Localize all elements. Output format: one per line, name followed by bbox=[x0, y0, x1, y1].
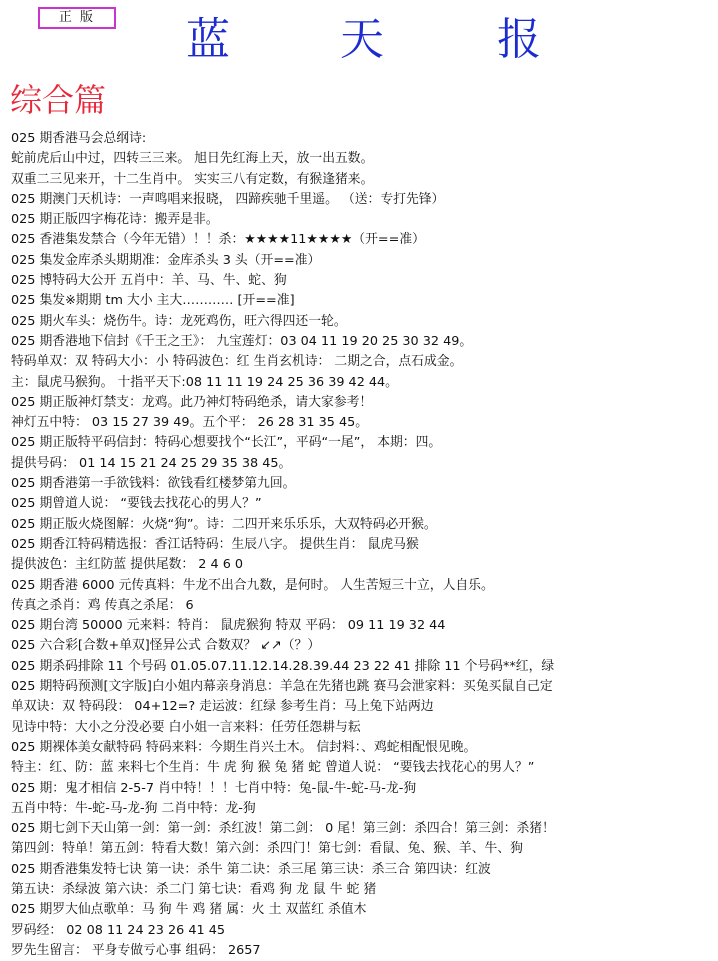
text-line: 025 期：鬼才相信 2-5-7 肖中特！！！七肖中特：兔-鼠-牛-蛇-马-龙-狗 bbox=[11, 780, 417, 796]
edition-badge: 正 版 bbox=[38, 7, 116, 29]
text-line: 提供号码： 01 14 15 21 24 25 29 35 38 45。 bbox=[11, 455, 292, 471]
text-line: 025 期正版四字梅花诗：搬弄是非。 bbox=[11, 212, 219, 228]
text-line: 罗码经： 02 08 11 24 23 26 41 45 bbox=[11, 922, 225, 938]
text-line: 025 期香江特码精选报：香江话特码：生辰八字。 提供生肖： 鼠虎马猴 bbox=[11, 536, 419, 552]
text-line: 025 香港集发禁合（今年无错）！！杀：★★★★11★★★★（开==准） bbox=[11, 232, 425, 248]
text-line: 025 期香港地下信封《千王之王》： 九宝莲灯：03 04 11 19 20 25 30 32 49。 bbox=[11, 333, 473, 349]
article-body bbox=[11, 129, 716, 961]
text-line: 神灯五中特： 03 15 27 39 49。五个平： 26 28 31 35 45。 bbox=[11, 415, 369, 431]
masthead-title bbox=[0, 14, 718, 72]
text-line: 025 期香港第一手欲钱料：欲钱看红楼梦第九回。 bbox=[11, 476, 296, 492]
text-line: 025 期正版火烧图解：火烧“狗”。诗：二四开来乐乐乐，大双特码必开猴。 bbox=[11, 516, 437, 532]
text-line: 025 六合彩[合数+单双]怪异公式 合数双？ ↙↗（？） bbox=[11, 638, 321, 654]
text-line: 主：鼠虎马猴狗。 十指平天下:08 11 11 19 24 25 36 39 42 44。 bbox=[11, 374, 398, 390]
text-line: 见诗中特：大小之分没必要 白小姐一言来料：任劳任怨耕与耘 bbox=[11, 719, 361, 735]
text-line: 025 期澳门天机诗：一声鸣唱来报晓， 四蹄疾驰千里遥。 （送：专打先锋） bbox=[11, 191, 445, 207]
masthead-char: 报 bbox=[497, 14, 541, 65]
text-line: 025 博特码大公开 五肖中：羊、马、牛、蛇、狗 bbox=[11, 273, 287, 289]
text-line: 双重二三见来开，十二生肖中。 实实三八有定数，有猴逢猪来。 bbox=[11, 171, 374, 187]
text-line: 025 集发※期期 tm 大小 主大………… [开==准] bbox=[11, 293, 295, 309]
text-line: 025 期火车头：烧伤牛。诗：龙死鸡伤，旺六得四还一轮。 bbox=[11, 313, 347, 329]
text-line: 蛇前虎后山中过，四转三三来。 旭日先红海上天，放一出五数。 bbox=[11, 151, 374, 167]
text-line: 025 期香港马会总纲诗: bbox=[11, 131, 147, 146]
text-line: 025 期杀码排除 11 个号码 01.05.07.11.12.14.28.39.44 23 22 41 排除 11 个号码**红，绿 bbox=[11, 658, 555, 674]
section-title: 综合篇 bbox=[10, 81, 107, 119]
text-line: 025 期曾道人说： “要钱去找花心的男人？” bbox=[11, 496, 262, 512]
text-line: 025 期七剑下天山第一剑：第一剑：杀红波！第二剑： 0 尾！第三剑：杀四合！第三剑：杀猪！ bbox=[11, 821, 555, 837]
text-line: 025 期裸体美女献特码 特码来料：今期生肖兴土木。 信封料：、鸡蛇相配恨见晚。 bbox=[11, 739, 477, 755]
text-line: 罗先生留言： 平身专做亏心事 组码： 2657 bbox=[11, 942, 261, 958]
text-line: 传真之杀肖：鸡 传真之杀尾： 6 bbox=[11, 597, 194, 613]
text-line: 025 期正版神灯禁支：龙鸡。此乃神灯特码绝杀，请大家参考！ bbox=[11, 394, 373, 410]
text-line: 025 期台湾 50000 元来料：特肖： 鼠虎猴狗 特双 平码： 09 11 19 32 44 bbox=[11, 618, 446, 634]
text-line: 单双诀：双 特码段： 04+12=? 走运波：红绿 参考生肖：马上兔下站两边 bbox=[11, 699, 434, 715]
text-line: 特码单双：双 特码大小：小 特码波色：红 生肖玄机诗： 二期之合，点石成金。 bbox=[11, 354, 463, 370]
text-line: 025 期正版特平码信封：特码心想要找个“长江”，平码“一尾”， 本期：四。 bbox=[11, 435, 442, 451]
text-line: 025 期香港 6000 元传真料：牛龙不出合九数，是何时。 人生苦短三十立，人自乐。 bbox=[11, 577, 494, 593]
masthead-char: 天 bbox=[340, 14, 384, 65]
text-line: 五肖中特：牛-蛇-马-龙-狗 二肖中特：龙-狗 bbox=[11, 800, 256, 816]
text-line: 025 期香港集发特七诀 第一诀：杀牛 第二诀：杀三尾 第三诀：杀三合 第四诀：红波 bbox=[11, 861, 491, 877]
text-line: 025 期特码预测[文字版]白小姐内幕亲身消息：羊急在先猪也跳 赛马会泄家料：买兔买鼠自己定 bbox=[11, 679, 553, 695]
masthead-char: 蓝 bbox=[186, 14, 230, 65]
text-line: 025 期罗大仙点歌单：马 狗 牛 鸡 猪 属：火 土 双蓝红 杀值木 bbox=[11, 902, 367, 918]
text-line: 第四剑：特单！第五剑：特看大数！第六剑：杀四门！第七剑：看鼠、兔、猴、羊、牛、狗 bbox=[11, 841, 523, 857]
text-line: 025 集发金库杀头期期准：金库杀头 3 头（开==准） bbox=[11, 252, 321, 268]
text-line: 第五诀：杀绿波 第六诀：杀二门 第七诀：看鸡 狗 龙 鼠 牛 蛇 猪 bbox=[11, 881, 377, 897]
text-line: 提供波色：主红防蓝 提供尾数： 2 4 6 0 bbox=[11, 557, 244, 573]
text-line: 特主：红、防：蓝 来料七个生肖：牛 虎 狗 猴 兔 猪 蛇 曾道人说： “要钱去找花心的男人？” bbox=[11, 760, 535, 776]
